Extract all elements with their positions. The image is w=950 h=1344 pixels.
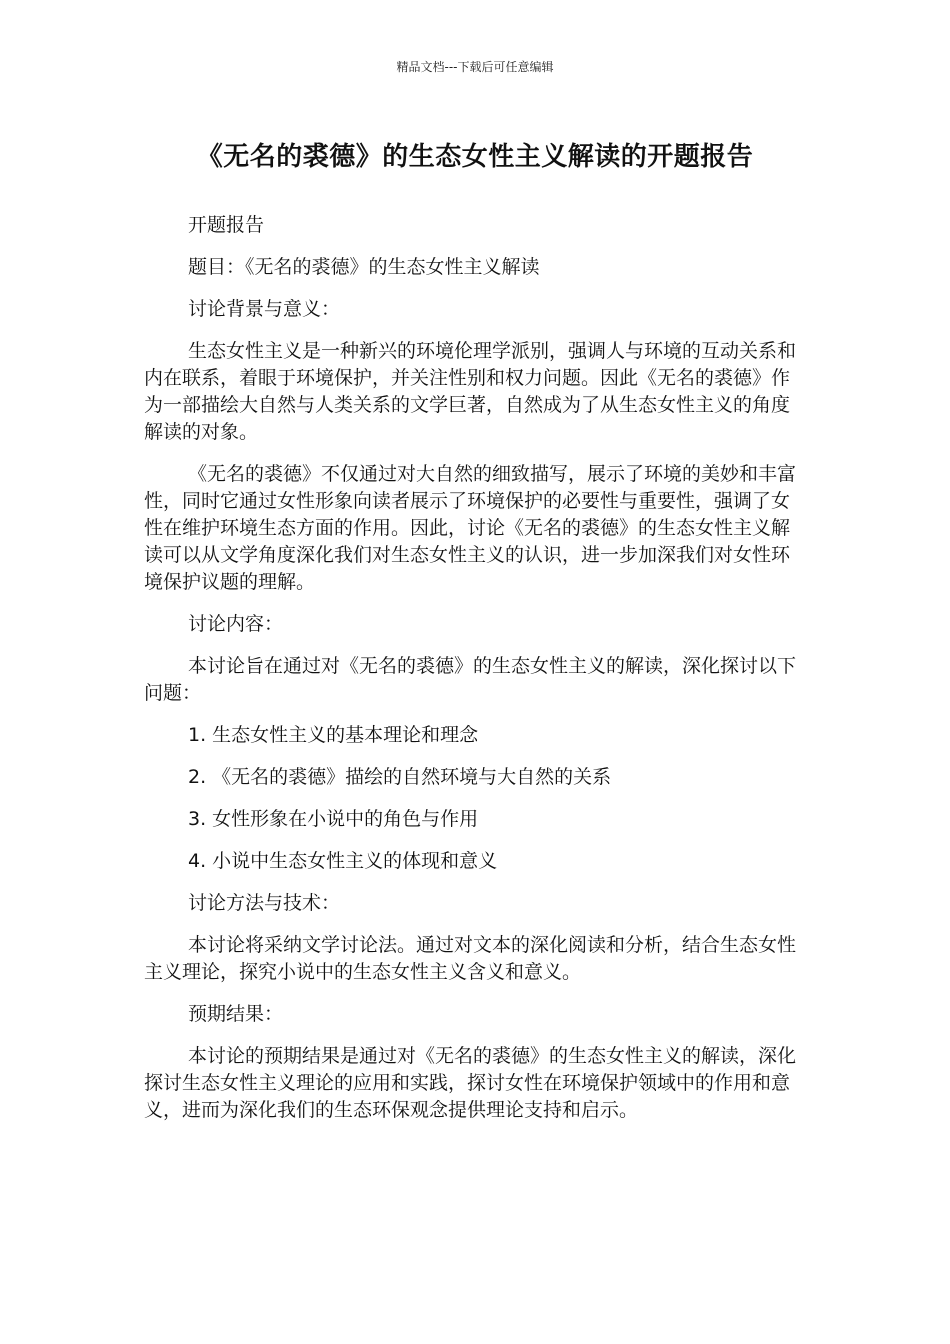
content-list-item-1: 1. 生态女性主义的基本理论和理念 (188, 724, 479, 746)
header-note: 精品文档---下载后可任意编辑 (396, 60, 554, 74)
document-title: 《无名的裘德》的生态女性主义解读的开题报告 (196, 142, 754, 172)
result-paragraph: 本讨论的预期结果是通过对《无名的裘德》的生态女性主义的解读，深化探讨生态女性主义理论的应用和实践，探讨女性在环境保护领域中的作用和意义，进而为深化我们的生态环保观念提供理论支持和启示。 (144, 1045, 797, 1121)
content-intro-paragraph: 本讨论旨在通过对《无名的裘德》的生态女性主义的解读，深化探讨以下问题： (144, 655, 797, 704)
section-heading-content: 讨论内容： (188, 613, 284, 635)
document-body (144, 212, 799, 1139)
background-paragraph-1: 生态女性主义是一种新兴的环境伦理学派别，强调人与环境的互动关系和内在联系，着眼于环境保护，并关注性别和权力问题。因此《无名的裘德》作为一部描绘大自然与人类关系的文学巨著，自然成为了从生态女性主义的角度解读的对象。 (144, 340, 797, 443)
content-list-item-2: 2. 《无名的裘德》描绘的自然环境与大自然的关系 (188, 766, 612, 788)
report-label: 开题报告 (188, 214, 265, 236)
content-list-item-3: 3. 女性形象在小说中的角色与作用 (188, 808, 479, 830)
content-list-item-4: 4. 小说中生态女性主义的体现和意义 (188, 850, 498, 872)
section-heading-result: 预期结果： (188, 1003, 284, 1025)
background-paragraph-2: 《无名的裘德》不仅通过对大自然的细致描写，展示了环境的美妙和丰富性，同时它通过女性形象向读者展示了环境保护的必要性与重要性，强调了女性在维护环境生态方面的作用。因此，讨论《无名的裘德》的生态女性主义解读可以从文学角度深化我们对生态女性主义的认识，进一步加深我们对女性环境保护议题的理解。 (144, 463, 797, 593)
section-heading-method: 讨论方法与技术： (188, 892, 341, 914)
section-heading-background: 讨论背景与意义： (188, 298, 341, 320)
method-paragraph: 本讨论将采纳文学讨论法。通过对文本的深化阅读和分析，结合生态女性主义理论，探究小说中的生态女性主义含义和意义。 (144, 934, 797, 983)
topic-line: 题目：《无名的裘德》的生态女性主义解读 (188, 256, 540, 278)
